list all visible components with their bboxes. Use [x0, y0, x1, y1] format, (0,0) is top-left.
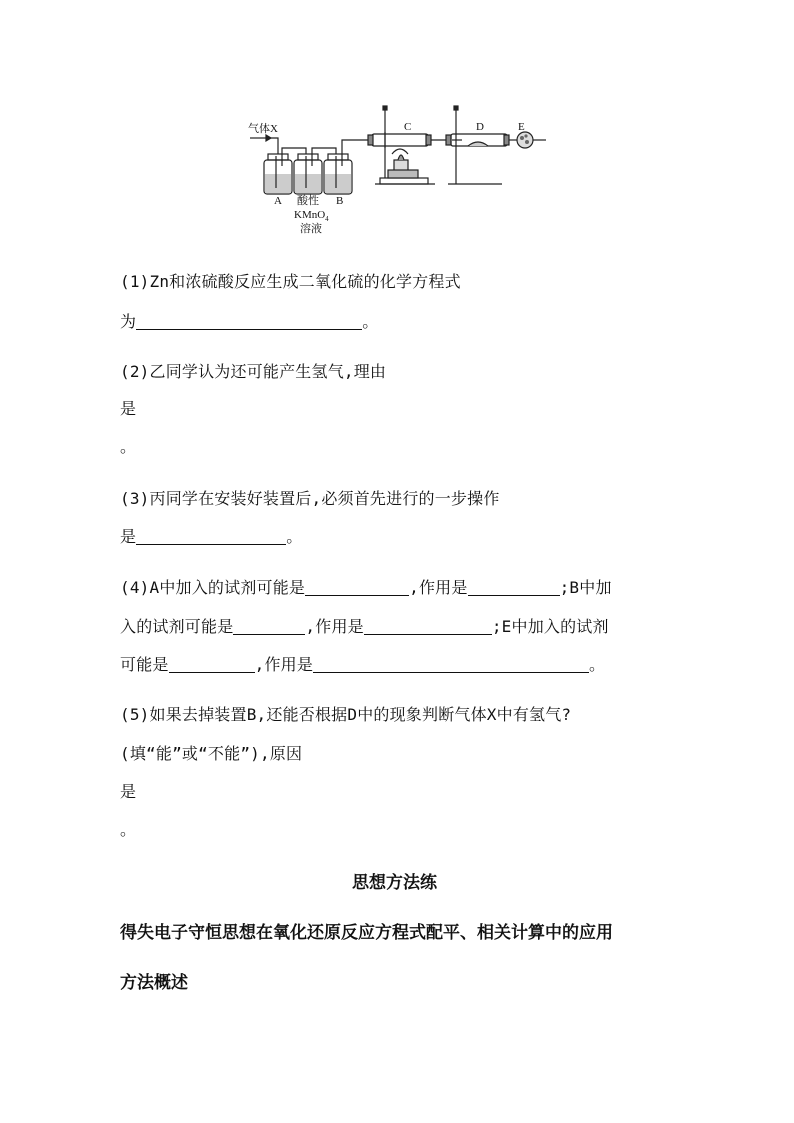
q1-answer-blank[interactable]: [136, 313, 362, 330]
q4-blank-e-reagent[interactable]: [169, 656, 255, 673]
q4-text-a-reagent: (4)A中加入的试剂可能是: [120, 578, 306, 597]
q5-line1: (5)如果去掉装置B,还能否根据D中的现象判断气体X中有氢气?: [120, 705, 572, 724]
section-title: 思想方法练: [352, 873, 437, 893]
q4-text-b-start: ;B中加: [559, 578, 612, 597]
label-b: B: [336, 195, 344, 207]
q4-blank-a-role[interactable]: [468, 579, 560, 596]
q1-prefix: 为: [120, 312, 137, 331]
q3-suffix: 。: [286, 527, 303, 546]
q1-line1: (1)Zn和浓硫酸反应生成二氧化硫的化学方程式: [120, 272, 461, 291]
q2-line2: 是: [120, 399, 137, 418]
label-c: C: [404, 121, 412, 133]
q5-line2: (填“能”或“不能”),原因: [120, 744, 303, 763]
q4-text-a-role: ,作用是: [409, 578, 468, 597]
q4-line3: [120, 655, 605, 675]
apparatus-drawing: [240, 104, 560, 240]
q4-text-e-reagent: ;E中加入的试剂: [491, 617, 609, 636]
q4-text-b-reagent: 入的试剂可能是: [120, 617, 234, 636]
label-kmno4: KMnO$_4$: [294, 209, 329, 223]
q5-line3: 是: [120, 782, 137, 801]
q4-line2: [120, 617, 609, 637]
label-a: A: [274, 195, 282, 207]
q3-line2: [120, 527, 302, 547]
label-solution: 溶液: [300, 223, 322, 235]
subtitle: 方法概述: [120, 973, 188, 993]
label-d: D: [476, 121, 484, 133]
q1-line2: [120, 312, 378, 332]
q2-line3: 。: [120, 437, 137, 456]
q2-line1: (2)乙同学认为还可能产生氢气,理由: [120, 362, 387, 381]
q3-line1: (3)丙同学在安装好装置后,必须首先进行的一步操作: [120, 489, 500, 508]
topic-title: 得失电子守恒思想在氧化还原反应方程式配平、相关计算中的应用: [120, 923, 613, 943]
q3-answer-blank[interactable]: [136, 528, 286, 545]
q4-blank-b-role[interactable]: [364, 618, 492, 635]
label-e: E: [518, 121, 525, 133]
q5-line4: 。: [120, 820, 137, 839]
q4-blank-e-role[interactable]: [313, 656, 589, 673]
q4-blank-a-reagent[interactable]: [305, 579, 409, 596]
q4-text-e-start: 可能是: [120, 655, 169, 674]
q4-text-end: 。: [589, 655, 606, 674]
q4-text-b-role: ,作用是: [305, 617, 364, 636]
q1-suffix: 。: [362, 312, 379, 331]
q4-line1: [120, 578, 612, 598]
q4-text-e-role: ,作用是: [254, 655, 314, 674]
q4-blank-b-reagent[interactable]: [233, 618, 305, 635]
q3-prefix: 是: [120, 527, 137, 546]
label-acidic: 酸性: [297, 195, 319, 207]
label-gas-x: 气体X: [248, 123, 278, 135]
apparatus-figure: [240, 104, 560, 240]
